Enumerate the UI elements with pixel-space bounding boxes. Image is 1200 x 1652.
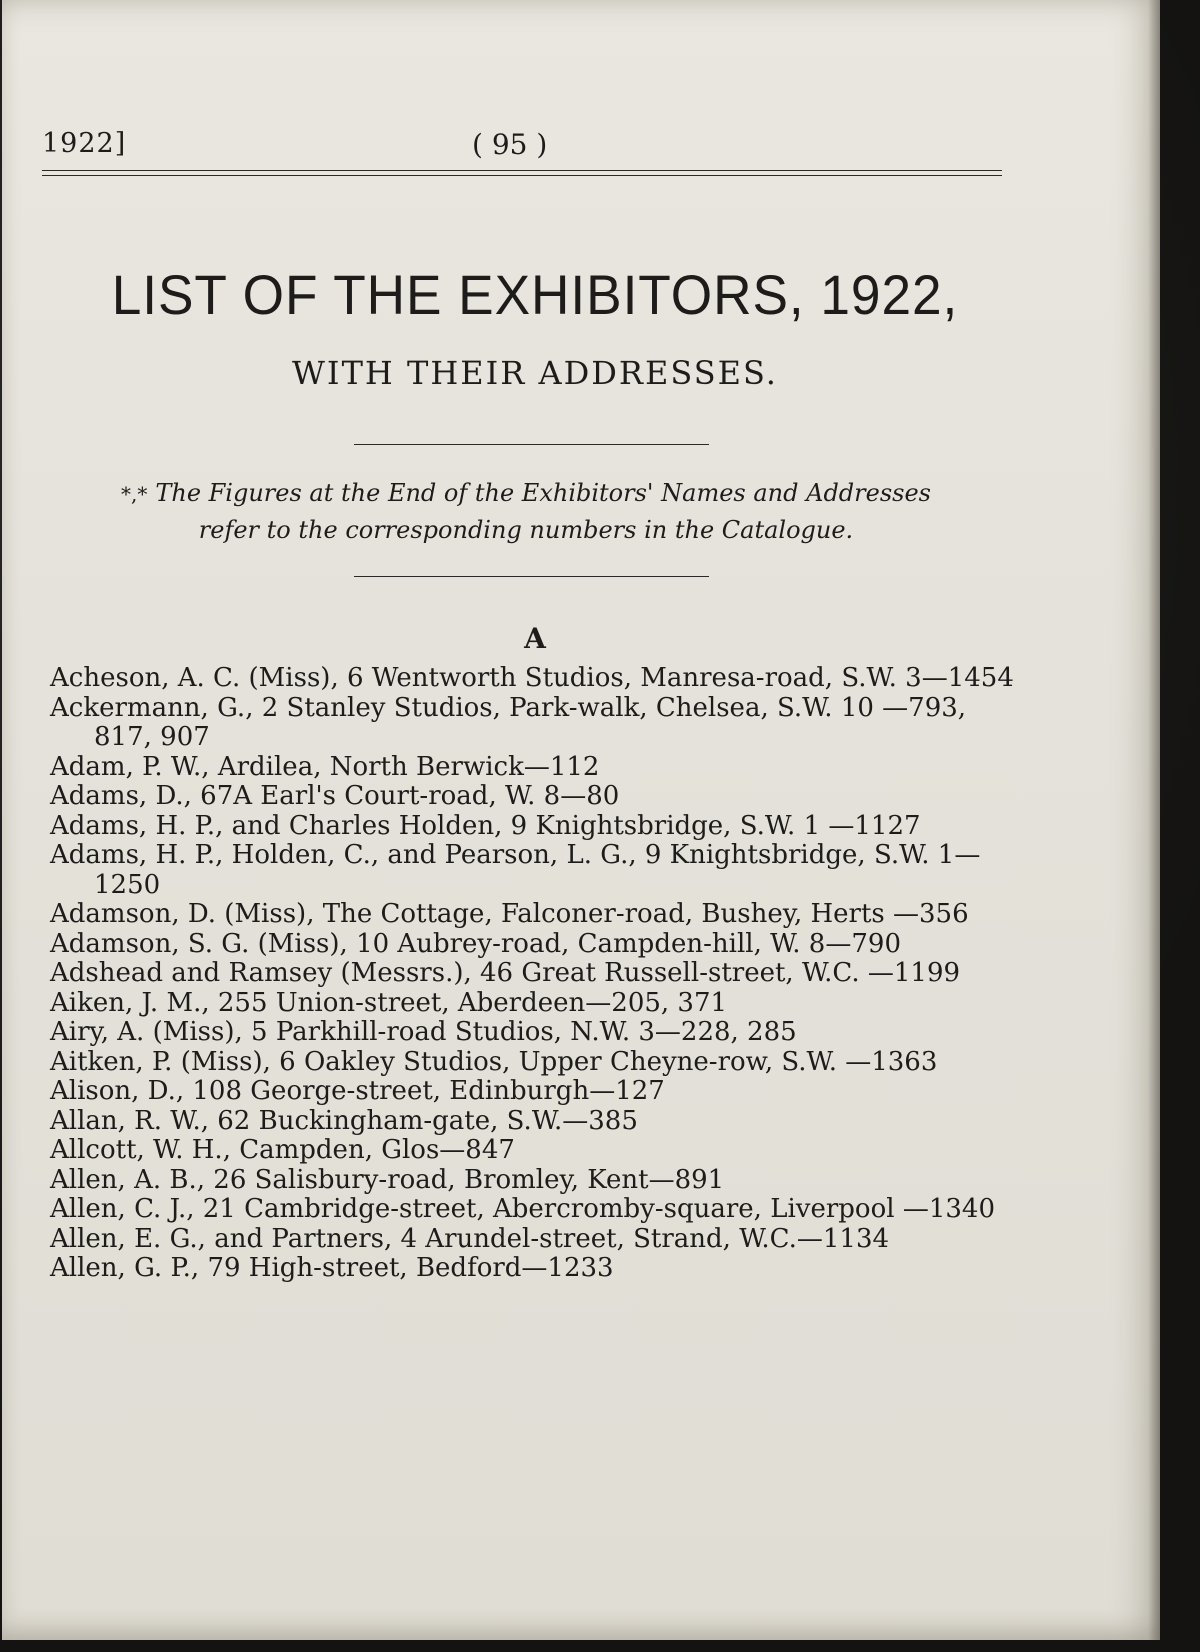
exhibitor-entry: Allcott, W. H., Campden, Glos—847: [50, 1135, 515, 1165]
exhibitor-entry: Allen, E. G., and Partners, 4 Arundel-street, Strand, W.C.—1134: [50, 1223, 890, 1254]
exhibitor-entry: Airy, A. (Miss), 5 Parkhill-road Studios, N.W. 3—228, 285: [50, 1017, 797, 1047]
divider-rule-lower: [354, 576, 709, 577]
page-edge-shadow: [1148, 0, 1160, 1640]
exhibitor-entry: Allen, A. B., 26 Salisbury-road, Bromley, Kent—891: [50, 1164, 725, 1195]
header-double-rule: [42, 170, 1002, 176]
exhibitor-list: [50, 664, 1022, 1284]
exhibitor-entry: Alison, D., 108 George-street, Edinburgh—127: [50, 1076, 665, 1106]
exhibitor-entry: Adams, D., 67A Earl's Court-road, W. 8—80: [50, 781, 620, 811]
book-page: [2, 0, 1160, 1640]
exhibitor-entry: Acheson, A. C. (Miss), 6 Wentworth Studios, Manresa-road, S.W. 3—1454: [50, 663, 1014, 693]
note-line-1: [46, 475, 1006, 512]
page-subtitle: WITH THEIR ADDRESSES.: [292, 354, 778, 392]
exhibitor-entry: Allen, G. P., 79 High-street, Bedford—1233: [50, 1253, 614, 1283]
catalogue-note: [46, 475, 1006, 548]
exhibitor-entry: Adam, P. W., Ardilea, North Berwick—112: [50, 751, 600, 782]
exhibitor-entry: Adams, H. P., and Charles Holden, 9 Knightsbridge, S.W. 1 —1127: [50, 810, 921, 841]
exhibitor-entry: Aiken, J. M., 255 Union-street, Aberdeen—205, 371: [50, 987, 728, 1018]
page-title: LIST OF THE EXHIBITORS, 1922,: [111, 263, 959, 326]
exhibitor-entry: Adshead and Ramsey (Messrs.), 46 Great Russell-street, W.C. —1199: [50, 958, 961, 988]
exhibitor-entry: Adamson, S. G. (Miss), 10 Aubrey-road, Campden-hill, W. 8—790: [50, 928, 901, 959]
exhibitor-entry: Allan, R. W., 62 Buckingham-gate, S.W.—385: [50, 1105, 638, 1136]
exhibitor-entry: Ackermann, G., 2 Stanley Studios, Park-walk, Chelsea, S.W. 10 —793, 817, 907: [50, 692, 967, 752]
divider-rule-upper: [354, 444, 709, 445]
asterism: *,*: [121, 482, 148, 506]
running-head: [42, 128, 1002, 164]
note-line-2: refer to the corresponding numbers in the Catalogue.: [198, 516, 854, 544]
exhibitor-entry: Allen, C. J., 21 Cambridge-street, Abercromby-square, Liverpool —1340: [50, 1194, 995, 1224]
exhibitor-entry: Adamson, D. (Miss), The Cottage, Falconer-road, Bushey, Herts —356: [50, 899, 969, 929]
note-line-1-text: The Figures at the End of the Exhibitors' Names and Addresses: [155, 479, 931, 507]
exhibitor-entry: Aitken, P. (Miss), 6 Oakley Studios, Upper Cheyne-row, S.W. —1363: [50, 1046, 938, 1077]
exhibitor-entry: Adams, H. P., Holden, C., and Pearson, L. G., 9 Knightsbridge, S.W. 1—1250: [50, 840, 981, 900]
section-letter: A: [524, 622, 546, 655]
page-number: ( 95 ): [472, 128, 548, 161]
running-head-year: 1922]: [42, 128, 127, 159]
